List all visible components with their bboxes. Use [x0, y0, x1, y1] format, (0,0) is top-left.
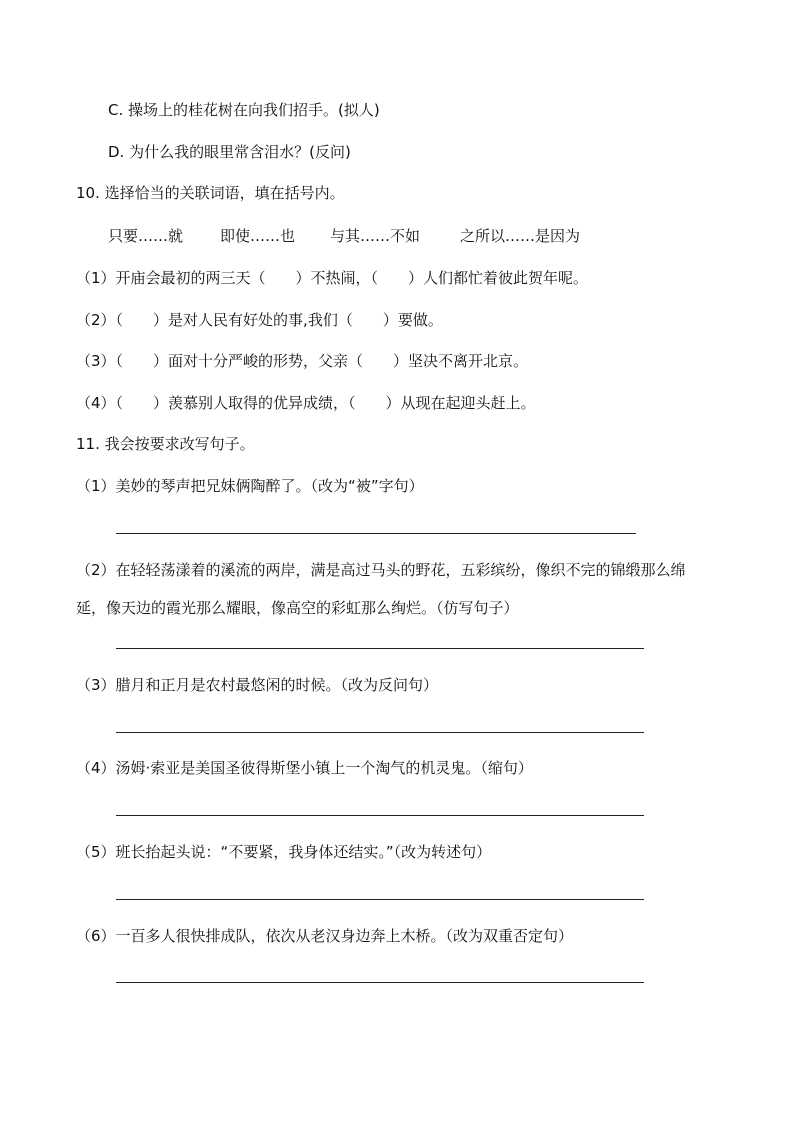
answer-line-5[interactable] [116, 899, 644, 900]
q10-item-1: （1）开庙会最初的两三天（ ）不热闹，（ ）人们都忙着彼此贺年呢。 [76, 269, 589, 287]
q10-word-2: 即使……也 [220, 227, 296, 245]
option-c: C. 操场上的桂花树在向我们招手。(拟人) [108, 101, 380, 119]
option-d: D. 为什么我的眼里常含泪水？(反问) [108, 143, 351, 161]
q10-title: 10. 选择恰当的关联词语，填在括号内。 [76, 184, 345, 202]
q10-word-1: 只要……就 [108, 227, 184, 245]
q11-item-1: （1）美妙的琴声把兄妹俩陶醉了。（改为“被”字句） [76, 477, 424, 495]
q11-item-5: （5）班长抬起头说：“不要紧，我身体还结实。”（改为转述句） [76, 843, 492, 861]
q11-item-4: （4）汤姆·索亚是美国圣彼得斯堡小镇上一个淘气的机灵鬼。（缩句） [76, 759, 533, 777]
answer-line-4[interactable] [116, 815, 644, 816]
q11-item-6: （6）一百多人很快排成队，依次从老汉身边奔上木桥。（改为双重否定句） [76, 927, 574, 945]
answer-line-2[interactable] [116, 648, 644, 649]
q11-title: 11. 我会按要求改写句子。 [76, 435, 255, 453]
q10-word-3: 与其……不如 [330, 227, 421, 245]
q10-item-3: （3）（ ）面对十分严峻的形势，父亲（ ）坚决不离开北京。 [76, 352, 529, 370]
q10-item-4: （4）（ ）羡慕别人取得的优异成绩，（ ）从现在起迎头赶上。 [76, 394, 536, 412]
q10-item-2: （2）（ ）是对人民有好处的事,我们（ ）要做。 [76, 311, 443, 329]
q11-item-2-line-1: （2）在轻轻荡漾着的溪流的两岸，满是高过马头的野花，五彩缤纷，像织不完的锦缎那么绵 [76, 561, 686, 579]
q11-item-3: （3）腊月和正月是农村最悠闲的时候。（改为反问句） [76, 676, 439, 694]
q10-word-4: 之所以……是因为 [460, 227, 581, 245]
answer-line-6[interactable] [116, 982, 644, 983]
q11-item-2-line-2: 延，像天边的霞光那么耀眼，像高空的彩虹那么绚烂。（仿写句子） [76, 599, 519, 617]
answer-line-1[interactable] [116, 533, 636, 534]
answer-line-3[interactable] [116, 732, 644, 733]
